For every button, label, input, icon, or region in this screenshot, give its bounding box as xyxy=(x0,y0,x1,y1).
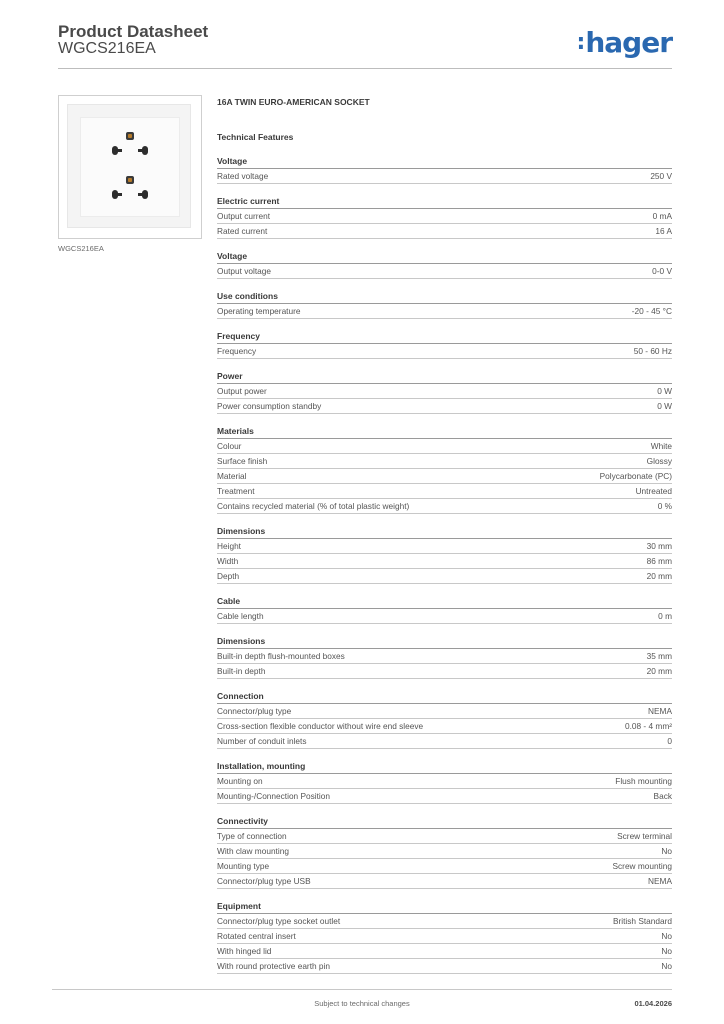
spec-row xyxy=(217,844,672,859)
spec-row xyxy=(217,874,672,889)
spec-row xyxy=(217,399,672,414)
spec-row xyxy=(217,914,672,929)
image-caption: WGCS216EA xyxy=(58,244,104,253)
spec-row xyxy=(217,734,672,749)
spec-label: Material xyxy=(217,471,247,481)
spec-group-title: Dimensions xyxy=(217,524,672,539)
spec-value: 20 mm xyxy=(646,571,672,581)
spec-label: Built-in depth xyxy=(217,666,266,676)
spec-value: Screw terminal xyxy=(617,831,672,841)
spec-group-title: Electric current xyxy=(217,194,672,209)
spec-value: 0 W xyxy=(657,386,672,396)
spec-value: 0-0 V xyxy=(652,266,672,276)
spec-group xyxy=(217,899,672,974)
spec-row xyxy=(217,304,672,319)
spec-label: Height xyxy=(217,541,241,551)
spec-value: 30 mm xyxy=(646,541,672,551)
spec-group xyxy=(217,369,672,414)
spec-value: British Standard xyxy=(612,916,672,926)
spec-row xyxy=(217,664,672,679)
spec-row xyxy=(217,439,672,454)
spec-value: 16 A xyxy=(655,226,672,236)
spec-label: Cross-section flexible conductor without wire end sleeve xyxy=(217,721,424,731)
spec-value: 20 mm xyxy=(646,666,672,676)
spec-row xyxy=(217,384,672,399)
spec-group-title: Equipment xyxy=(217,899,672,914)
spec-row xyxy=(217,344,672,359)
spec-row xyxy=(217,829,672,844)
product-code: WGCS216EA xyxy=(58,40,156,57)
spec-label: Operating temperature xyxy=(217,306,301,316)
spec-row xyxy=(217,774,672,789)
spec-group xyxy=(217,154,672,184)
spec-group-title: Connectivity xyxy=(217,814,672,829)
spec-group xyxy=(217,194,672,239)
spec-group-title: Use conditions xyxy=(217,289,672,304)
spec-group xyxy=(217,329,672,359)
spec-row xyxy=(217,224,672,239)
spec-label: Connector/plug type USB xyxy=(217,876,311,886)
spec-label: Contains recycled material (% of total plastic weight) xyxy=(217,501,410,511)
section-title: Technical Features xyxy=(217,132,294,142)
spec-group-title: Dimensions xyxy=(217,634,672,649)
spec-group-title: Voltage xyxy=(217,154,672,169)
spec-label: With hinged lid xyxy=(217,946,272,956)
hager-logo xyxy=(577,26,672,59)
spec-value: Polycarbonate (PC) xyxy=(599,471,672,481)
spec-group xyxy=(217,634,672,679)
spec-value: White xyxy=(650,441,672,451)
spec-label: Connector/plug type xyxy=(217,706,292,716)
spec-group-title: Connection xyxy=(217,689,672,704)
spec-label: Power consumption standby xyxy=(217,401,322,411)
spec-value: 0 xyxy=(667,736,672,746)
spec-row xyxy=(217,169,672,184)
logo-dots-icon: : xyxy=(576,30,585,55)
spec-group-title: Power xyxy=(217,369,672,384)
socket-outlet-icon xyxy=(110,132,150,162)
socket-face xyxy=(80,117,180,217)
footer-date: 01.04.2026 xyxy=(634,999,672,1008)
spec-row xyxy=(217,704,672,719)
spec-row xyxy=(217,554,672,569)
spec-group-title: Installation, mounting xyxy=(217,759,672,774)
spec-label: Colour xyxy=(217,441,242,451)
spec-value: Glossy xyxy=(646,456,672,466)
spec-label: Mounting-/Connection Position xyxy=(217,791,330,801)
spec-group xyxy=(217,814,672,889)
spec-label: With claw mounting xyxy=(217,846,289,856)
spec-value: No xyxy=(661,931,672,941)
spec-groups xyxy=(217,154,672,974)
spec-label: With round protective earth pin xyxy=(217,961,330,971)
spec-label: Treatment xyxy=(217,486,255,496)
spec-value: 0.08 - 4 mm² xyxy=(624,721,672,731)
spec-label: Connector/plug type socket outlet xyxy=(217,916,341,926)
spec-group xyxy=(217,594,672,624)
spec-group-title: Materials xyxy=(217,424,672,439)
spec-label: Depth xyxy=(217,571,240,581)
spec-label: Output power xyxy=(217,386,267,396)
socket-plate-icon xyxy=(67,104,191,228)
spec-value: 35 mm xyxy=(646,651,672,661)
header-divider xyxy=(58,68,672,69)
spec-value: No xyxy=(661,961,672,971)
spec-row xyxy=(217,609,672,624)
footer-divider xyxy=(52,989,672,990)
spec-row xyxy=(217,959,672,974)
spec-group-title: Frequency xyxy=(217,329,672,344)
spec-value: NEMA xyxy=(648,706,672,716)
spec-group xyxy=(217,524,672,584)
spec-row xyxy=(217,484,672,499)
spec-group xyxy=(217,249,672,279)
spec-value: No xyxy=(661,946,672,956)
spec-label: Number of conduit inlets xyxy=(217,736,307,746)
spec-row xyxy=(217,944,672,959)
spec-row xyxy=(217,454,672,469)
spec-value: -20 - 45 °C xyxy=(631,306,672,316)
product-name: 16A TWIN EURO-AMERICAN SOCKET xyxy=(217,97,370,107)
spec-value: Flush mounting xyxy=(615,776,672,786)
spec-value: Back xyxy=(653,791,672,801)
spec-value: 50 - 60 Hz xyxy=(633,346,672,356)
spec-value: No xyxy=(661,846,672,856)
spec-label: Rated voltage xyxy=(217,171,269,181)
spec-group xyxy=(217,759,672,804)
spec-label: Rotated central insert xyxy=(217,931,296,941)
spec-content xyxy=(217,95,672,974)
spec-label: Output voltage xyxy=(217,266,271,276)
socket-outlet-icon xyxy=(110,176,150,206)
spec-value: Untreated xyxy=(635,486,672,496)
spec-label: Cable length xyxy=(217,611,264,621)
spec-label: Mounting type xyxy=(217,861,270,871)
spec-group-title: Voltage xyxy=(217,249,672,264)
spec-group xyxy=(217,289,672,319)
spec-group-title: Cable xyxy=(217,594,672,609)
spec-label: Rated current xyxy=(217,226,268,236)
spec-row xyxy=(217,859,672,874)
spec-row xyxy=(217,719,672,734)
spec-label: Mounting on xyxy=(217,776,263,786)
spec-value: 0 W xyxy=(657,401,672,411)
spec-value: 0 % xyxy=(657,501,672,511)
spec-row xyxy=(217,539,672,554)
spec-value: 86 mm xyxy=(646,556,672,566)
spec-row xyxy=(217,209,672,224)
spec-row xyxy=(217,789,672,804)
spec-value: 250 V xyxy=(650,171,672,181)
spec-value: NEMA xyxy=(648,876,672,886)
spec-row xyxy=(217,499,672,514)
spec-label: Width xyxy=(217,556,239,566)
spec-row xyxy=(217,649,672,664)
spec-value: Screw mounting xyxy=(612,861,672,871)
spec-label: Output current xyxy=(217,211,271,221)
spec-group xyxy=(217,689,672,749)
spec-row xyxy=(217,469,672,484)
spec-value: 0 mA xyxy=(652,211,672,221)
product-image xyxy=(58,95,202,239)
spec-row xyxy=(217,929,672,944)
page-title: Product Datasheet xyxy=(58,22,209,41)
spec-label: Frequency xyxy=(217,346,257,356)
logo-text: hager xyxy=(585,26,672,59)
spec-value: 0 m xyxy=(658,611,672,621)
spec-label: Built-in depth flush-mounted boxes xyxy=(217,651,345,661)
footer-note: Subject to technical changes xyxy=(314,999,410,1008)
spec-label: Type of connection xyxy=(217,831,287,841)
spec-row xyxy=(217,569,672,584)
spec-group xyxy=(217,424,672,514)
spec-label: Surface finish xyxy=(217,456,268,466)
spec-row xyxy=(217,264,672,279)
